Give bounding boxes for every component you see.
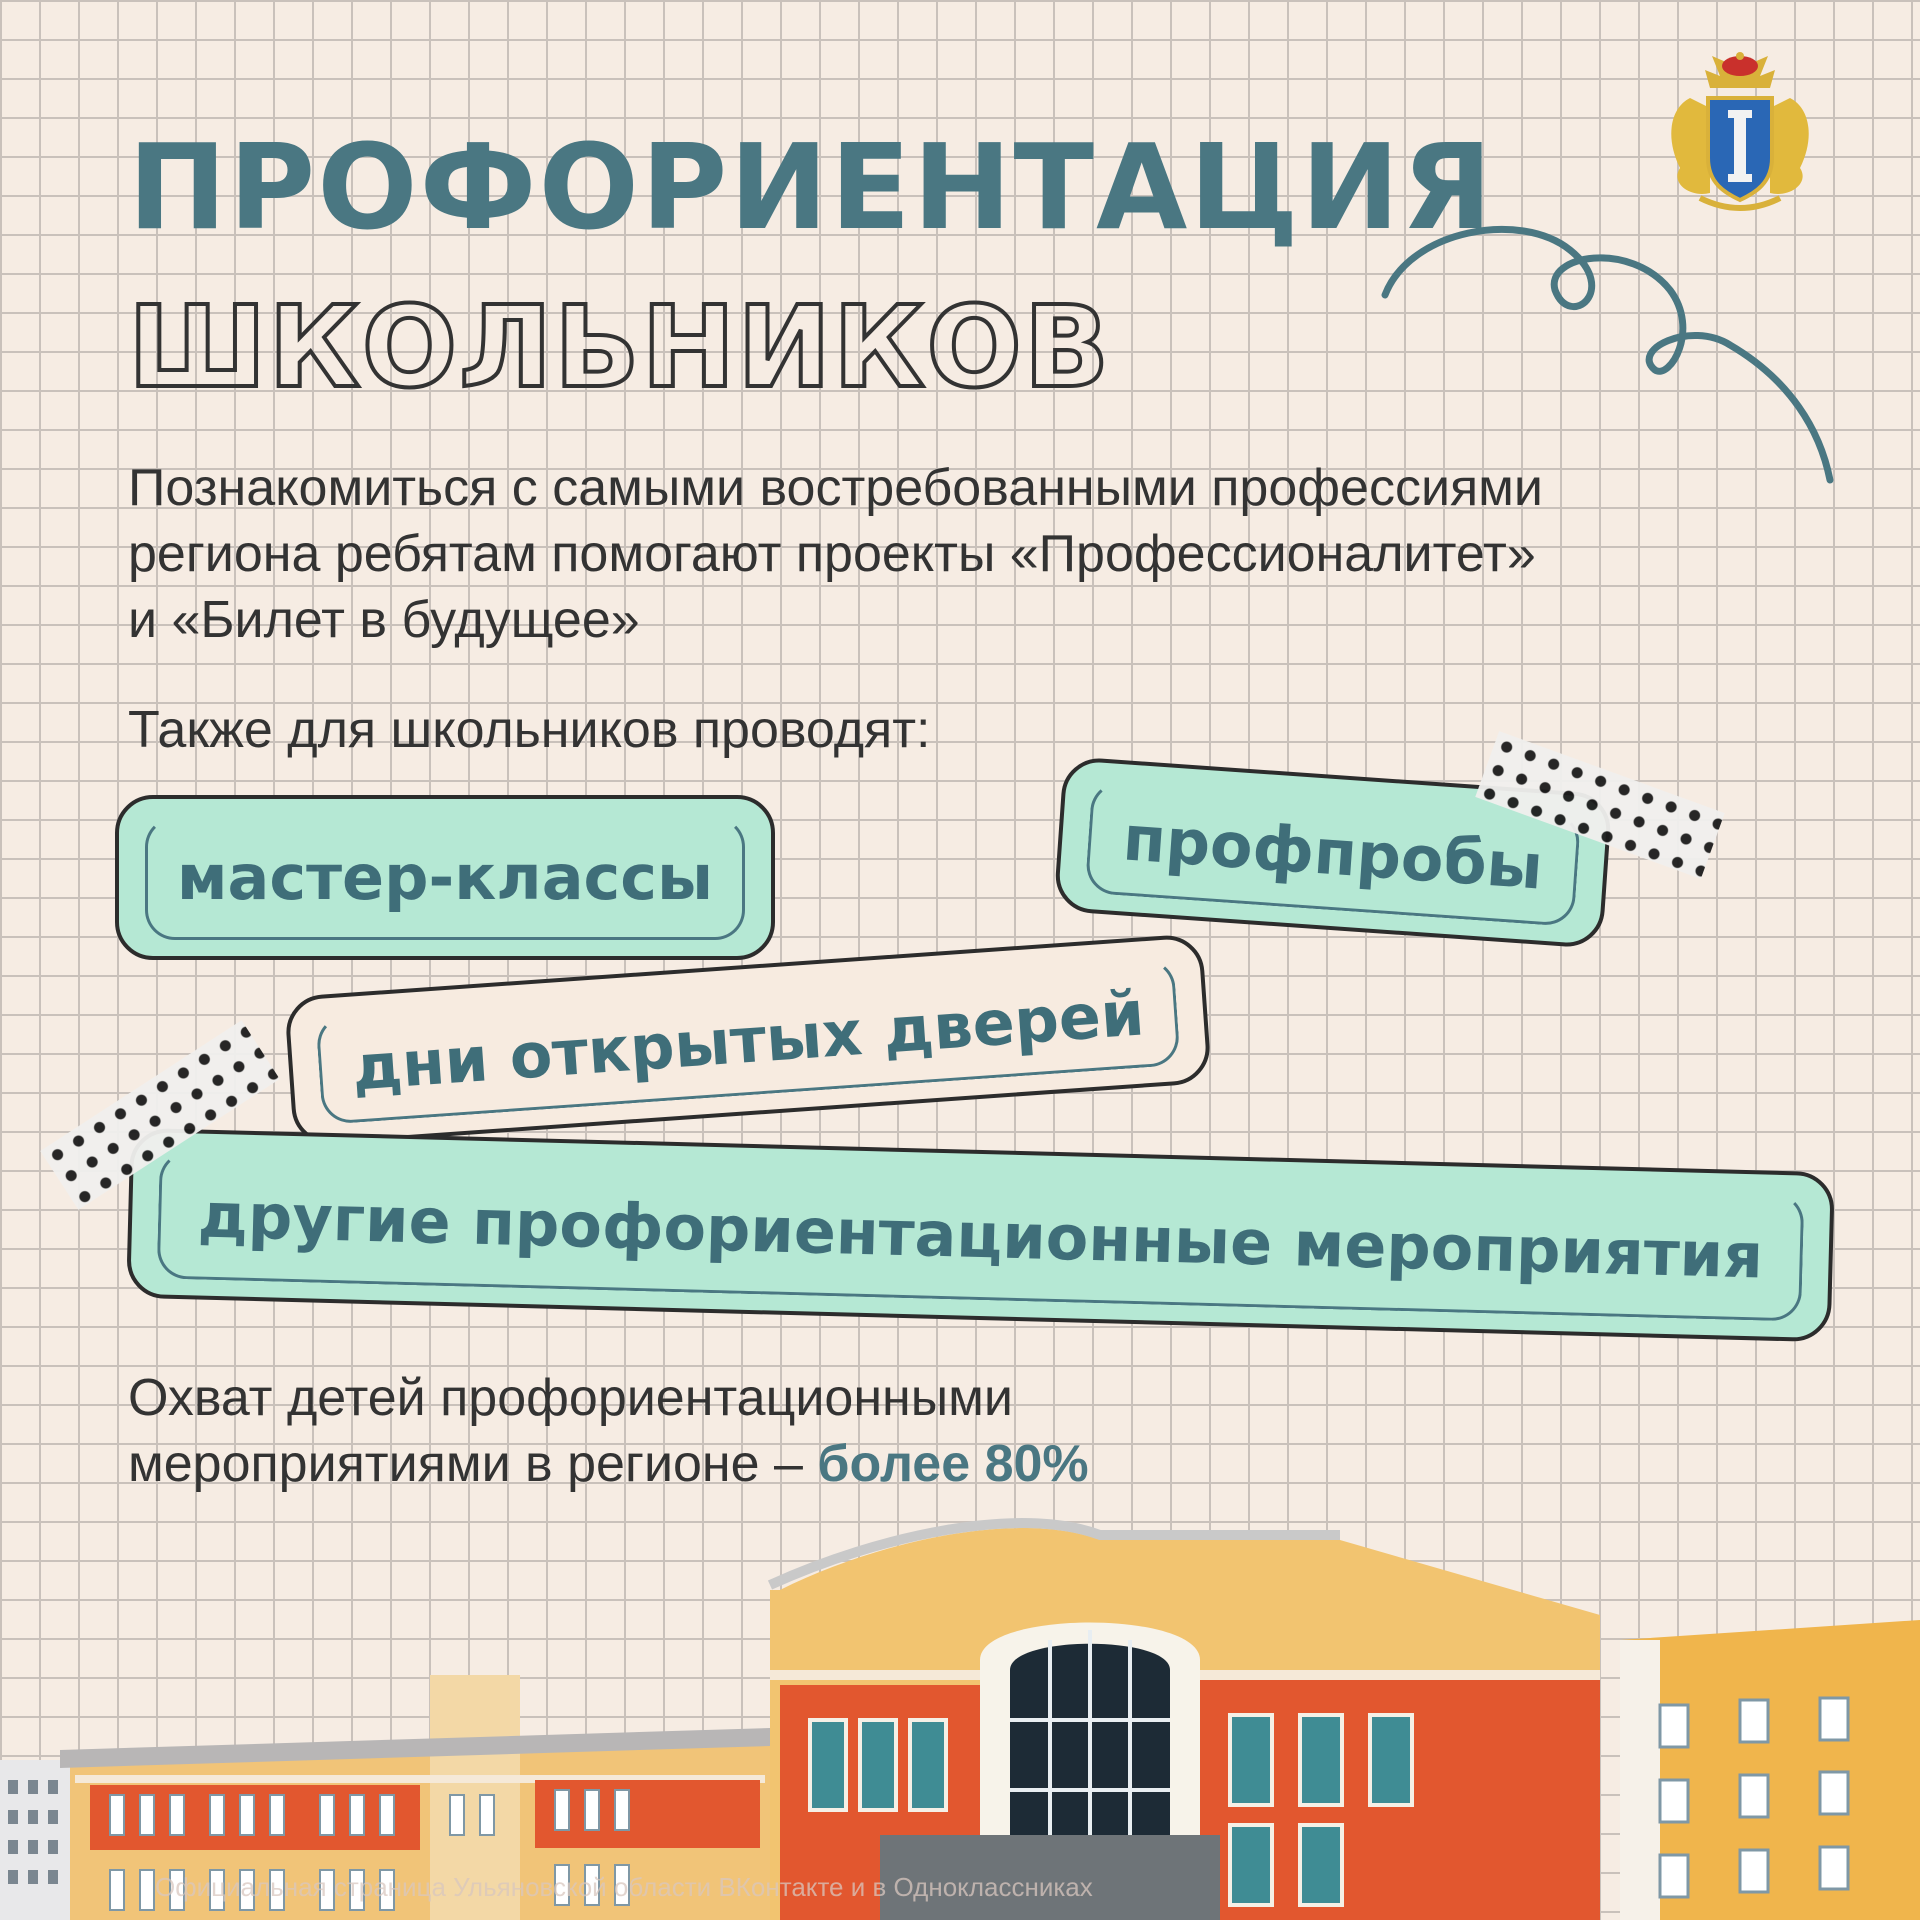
activity-label: дни открытых дверей [349,975,1147,1105]
intro-line: региона ребятам помогают проекты «Профессионалитет» [128,525,1536,583]
activity-pill [115,795,775,960]
activity-pill [284,933,1212,1147]
coverage-text [128,1365,1428,1497]
intro-paragraph [128,455,1728,653]
coverage-highlight: более 80% [817,1435,1089,1493]
activity-label: мастер-классы [176,841,714,914]
intro-line: и «Билет в будущее» [128,591,640,649]
title-line-1: ПРОФОРИЕНТАЦИЯ [128,118,1495,256]
subhead: Также для школьников проводят: [128,701,931,759]
coat-of-arms-emblem [1650,48,1830,218]
title-line-2: ШКОЛЬНИКОВ [128,283,1112,413]
coverage-line-text: мероприятиями в регионе – [128,1435,818,1493]
social-icons [100,1876,155,1902]
activity-label: профпробы [1120,801,1546,904]
school-building-photo [0,1500,1920,1920]
activity-label: другие профориентационные мероприятия [197,1178,1764,1292]
watermark-label: Официальная страница Ульяновской области ВКонтакте и в Одноклассниках [155,1872,1093,1902]
watermark-text [100,1872,1093,1903]
coverage-line [128,1431,1428,1497]
intro-line: Познакомиться с самыми востребованными профессиями [128,459,1543,517]
coverage-line: Охват детей профориентационными [128,1369,1013,1427]
activity-pill [126,1128,1835,1343]
